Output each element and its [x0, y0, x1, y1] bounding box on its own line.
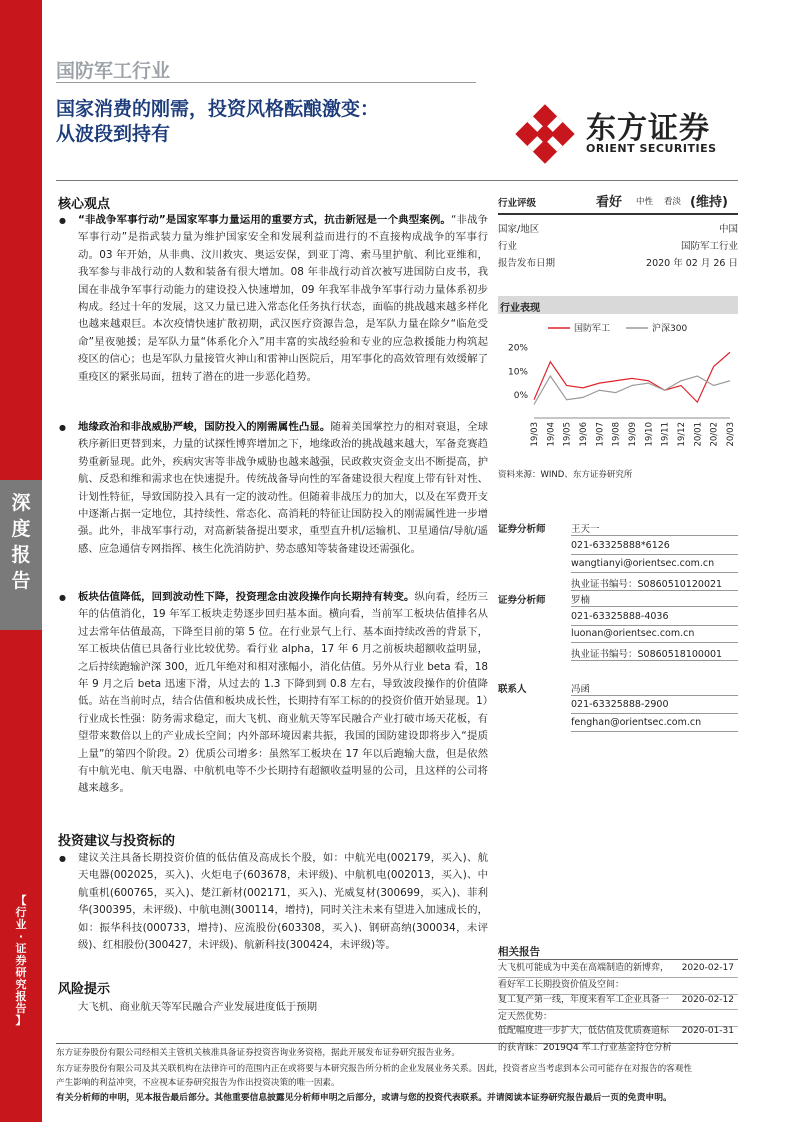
- bullet-icon: ●: [59, 216, 66, 225]
- contact-role: 联系人: [498, 684, 527, 695]
- contact-email[interactable]: fenghan@orientsec.com.cn: [571, 717, 702, 728]
- rating-option-neutral: 中性: [636, 197, 654, 207]
- x-tick-label: 19/05: [562, 422, 573, 447]
- divider: [571, 554, 738, 555]
- divider: [56, 180, 738, 181]
- invest-title: 投资建议与投资标的: [58, 834, 176, 849]
- related-item-line: 定天然优势：: [498, 1012, 553, 1022]
- side-band-top: [0, 0, 42, 480]
- analyst-cert: 执业证书编号：S0860518100001: [571, 649, 723, 660]
- divider: [571, 660, 738, 661]
- band-char: 深: [11, 492, 31, 514]
- footer-line: 产生影响的利益冲突，不应视本证券研究报告为作出投资决策的唯一因素。: [56, 1078, 340, 1088]
- core-paragraph-3: [59, 589, 489, 798]
- analyst-cert: 执业证书编号：S0860510120021: [571, 579, 723, 590]
- rating-value: 看好: [596, 195, 623, 210]
- bullet-icon: ●: [59, 593, 66, 602]
- x-tick-label: 19/11: [660, 422, 671, 447]
- rating-label: 行业评级: [498, 198, 537, 209]
- bullet-icon: ●: [59, 423, 66, 432]
- x-tick-label: 19/06: [579, 422, 589, 447]
- divider: [498, 213, 738, 215]
- analyst-phone: 021-63325888-4036: [571, 611, 669, 622]
- info-key: 国家/地区: [498, 224, 540, 235]
- analyst-phone: 021-63325888*6126: [571, 540, 670, 551]
- divider: [571, 731, 738, 732]
- band-small-char: 证: [15, 942, 27, 955]
- band-char: 度: [11, 518, 31, 540]
- analyst-name: 王天一: [571, 524, 600, 535]
- analyst-role: 证券分析师: [498, 595, 546, 606]
- divider: [571, 695, 738, 696]
- industry-label: 国防军工行业: [56, 60, 171, 82]
- related-item-date: 2020-02-17: [681, 963, 734, 973]
- rating-row: [498, 191, 738, 209]
- divider: [498, 1009, 738, 1010]
- related-item-date: 2020-02-12: [681, 995, 734, 1005]
- y-tick-label: 10%: [507, 367, 528, 378]
- report-title-line1: 国家消费的刚需，投资风格酝酿激变：: [56, 98, 380, 120]
- invest-paragraph: [59, 850, 488, 954]
- x-tick-label: 19/10: [644, 422, 655, 447]
- divider: [571, 713, 738, 714]
- band-small-char: 究: [15, 978, 27, 991]
- paragraph-body: 随着美国掌控力的相对衰退，全球秩序新旧更替到来，力量的试探性博弈增加之下，地缘政治的挑战越来越大，军备竞赛趋势重新显现。此外，疾病灾害等非战争威胁也越来越强，民政救灾资金支出不断提高，护航、反恐和维和需求也在快速提升。传统战备导向性的军备建设很大程度上带有针对性、计划性特征，导致国防投入具有一定的波动性。但随着非战压力的加大，以及在军费开支中逐渐占据一定地位，其持续性、常态化、高消耗的特征让国防投入的刚需属性进一步增强。此外，非战军事行动，对高新装备提出要求，重型直升机/运输机、卫星通信/导航/遥感、应急通信专网指挥、核生化洗消防护、势态感知等装备建设还需强化。: [78, 421, 489, 555]
- x-tick-label: 19/12: [677, 422, 687, 447]
- band-small-char: ·: [18, 930, 24, 943]
- band-small-char: 券: [15, 954, 27, 967]
- chart-source: 资料来源：WIND、东方证券研究所: [498, 470, 633, 480]
- x-tick-label: 19/08: [611, 422, 622, 447]
- rating-maintain: (维持): [690, 195, 728, 210]
- y-tick-label: 0%: [513, 391, 528, 401]
- info-row: [498, 221, 738, 235]
- report-type-label: [0, 490, 42, 594]
- analyst-name: 罗楠: [571, 595, 591, 606]
- related-item-line: 低配幅度进一步扩大，低估值及优质赛道标: [498, 1026, 670, 1036]
- info-value: 中国: [718, 224, 738, 235]
- related-item-date: 2020-01-31: [681, 1026, 734, 1036]
- band-small-char: 告: [15, 1002, 27, 1015]
- footer-disclaimer: 有关分析师的申明，见本报告最后部分。其他重要信息披露见分析师申明之后部分，或请与您的投资代表联系。并请阅读本证券研究报告最后一页的免责申明。: [56, 1093, 672, 1103]
- report-category-label: [0, 895, 42, 1027]
- contact-name: 冯函: [571, 684, 591, 695]
- rating-option-negative: 看淡: [664, 197, 682, 207]
- info-value: 2020 年 02 月 26 日: [646, 258, 738, 269]
- contact-phone: 021-63325888-2900: [571, 699, 669, 710]
- analyst-role: 证券分析师: [498, 524, 546, 535]
- footer-line: 东方证券股份有限公司经相关主管机关核准具备证券投资咨询业务资格，据此开展发布证券研究报告业务。: [56, 1048, 460, 1058]
- band-small-char: 报: [15, 990, 27, 1003]
- band-small-char: 】: [15, 1014, 27, 1027]
- band-small-char: 【: [15, 894, 27, 907]
- logo-name-cn: 东方证券: [586, 111, 710, 146]
- logo-name-en: ORIENT SECURITIES: [586, 142, 717, 155]
- analyst-email[interactable]: wangtianyi@orientsec.com.cn: [571, 558, 715, 569]
- report-title-line2: 从波段到持有: [56, 123, 171, 145]
- info-key: 行业: [498, 241, 518, 252]
- chart-legend: [548, 322, 687, 334]
- bullet-icon: ●: [59, 854, 66, 863]
- x-tick-label: 19/04: [546, 422, 557, 447]
- related-item-line: 大飞机可能成为中美在高端制造的新博弈，: [498, 963, 670, 973]
- chart-lines: [534, 352, 730, 404]
- x-tick-label: 19/09: [628, 422, 638, 447]
- info-row: [498, 255, 738, 269]
- x-tick-label: 19/03: [530, 422, 540, 447]
- band-small-char: 行: [15, 906, 27, 919]
- risk-title: 风险提示: [58, 982, 111, 997]
- related-item-line: 看好军工长期投资价值及空间：: [498, 980, 625, 990]
- divider: [571, 642, 738, 643]
- paragraph-lead: 板块估值降低，回到波动性下降，投资理念由波段操作向长期持有转变。: [78, 591, 415, 603]
- related-item-line: 的获青睐：2019Q4 军工行业基金持仓分析: [498, 1043, 672, 1053]
- x-tick-label: 20/01: [693, 422, 704, 447]
- x-tick-label: 20/03: [726, 422, 736, 447]
- paragraph-body: “非战争军事行动”是指武装力量为维护国家安全和发展利益而进行的不直接构成战争的军事行动。03 年开始，从非典、汶川救灾、奥运安保，到亚丁湾、索马里护航、利比亚维和，我军参与非战行动的人数和装备有很大增加。08 年非战行动首次被写进国防白皮书，我国在非战争军事行动能力的建设投入快速增加，09 年我军非战争军事行动力量体系初步构成。经过十年的发展，这又力量已进入常态化任务执行状态，面临的挑战越来越多样化也越来越艰巨。本次疫情快速扩散初期，武汉医疗资源告急，是军队力量在除夕“临危受命”星夜驰援；是军队力量“体系化介入”用丰富的实战经验和专业的应急救援能力构筑起疫区的信心；也是军队力量接管火神山和雷神山医院后，用军事化的高效管理有效缓解了重疫区的紧张局面，扭转了潜在的进一步恶化趋势。: [78, 214, 488, 383]
- related-title: 相关报告: [498, 946, 540, 958]
- orient-logo-icon: [514, 103, 576, 165]
- performance-chart: [498, 318, 738, 462]
- divider: [571, 572, 738, 573]
- core-title: 核心观点: [58, 197, 111, 212]
- legend-label: 沪深300: [652, 324, 688, 334]
- info-key: 报告发布日期: [498, 258, 556, 269]
- divider: [571, 535, 738, 536]
- band-char: 告: [11, 570, 31, 592]
- x-tick-label: 20/02: [709, 422, 720, 447]
- divider: [56, 82, 476, 83]
- band-small-char: 研: [15, 966, 27, 979]
- divider: [56, 1043, 738, 1044]
- divider: [571, 606, 738, 607]
- band-small-char: 业: [15, 918, 27, 931]
- paragraph-lead: 地缘政治和非战威胁严峻，国防投入的刚需属性凸显。: [78, 421, 331, 433]
- paragraph-body: 纵向看，经历三年的估值消化，19 年军工板块走势逐步回归基本面。横向看，当前军工板块估值排名从过去常年估值最高，下降至目前的第 5 位。在行业景气上行、基本面持续改善的背景下，军工板块估值已具备行业比较优势。看行业 alpha，17 年 6 月之前板块超额收益明显，之后持续跑输沪深 300，近几年绝对和相对涨幅小，消化估值。另外从行业 beta 看，18 年 9 月之后 beta 迅速下滑，从过去的 1.3 下降到到 0.8 左右，导致波段操作的价值降低。站在当前时点，结合估值和板块成长性，长期持有军工标的的投资价值开始显现。1）行业成长性强：防务需求稳定，而大飞机、商业航天等军民融合产业打破市场天花板，有望带来数倍以上的产业成长空间；内外部环境因素共振，我国的国防建设即将步入“提质上量”的第四个阶段。2）优质公司增多：虽然军工板块在 17 年以后跑输大盘，但是依然有中航光电、航天电器、中航机电等不少长期持有超额收益明显的公司，且这样的公司将越来越多。: [78, 591, 489, 795]
- core-paragraph-1: [59, 212, 488, 386]
- chart-x-axis: [530, 422, 736, 447]
- paragraph-body: 建议关注具备长期投资价值的低估值及高成长个股，如：中航光电(002179，买入)、航天电器(002025，买入)、火炬电子(603678，未评级)、中航机电(002013，买入)、中航重机(600765，买入)、楚江新材(002171，买入)、光威复材(300699，买入)、菲利华(300395，未评级)、中航电测(300114，增持)，同时关注未来有望进入加速成长的，如：振华科技(000733，增持)、应流股份(603308，买入)、钢研高纳(300034，未评级)、红相股份(300427，未评级)、航新科技(300424，未评级)等。: [78, 852, 488, 952]
- core-paragraph-2: [59, 419, 489, 558]
- info-value: 国防军工行业: [680, 241, 738, 252]
- y-tick-label: 20%: [507, 343, 528, 354]
- band-char: 报: [11, 544, 31, 566]
- info-row: [498, 238, 738, 252]
- risk-text: 大飞机、商业航天等军民融合产业发展进度低于预期: [78, 1001, 317, 1013]
- footer-line: 东方证券股份有限公司及其关联机构在法律许可的范围内正在或将要与本研究报告所分析的企业发展业务关系。因此，投资者应当考虑到本公司可能存在对报告的客观性: [56, 1064, 692, 1074]
- side-band-bottom: [0, 630, 42, 1122]
- divider: [498, 977, 738, 978]
- related-item-line: 复工复产第一线，年度来看军工企业具备一: [498, 995, 670, 1005]
- divider: [571, 590, 738, 591]
- x-tick-label: 19/07: [595, 422, 606, 447]
- performance-title: 行业表现: [500, 303, 540, 314]
- divider: [571, 625, 738, 626]
- legend-label: 国防军工: [574, 324, 611, 334]
- paragraph-lead: “非战争军事行动”是国家军事力量运用的重要方式，抗击新冠是一个典型案例。: [78, 214, 451, 226]
- analyst-email[interactable]: luonan@orientsec.com.cn: [571, 628, 695, 639]
